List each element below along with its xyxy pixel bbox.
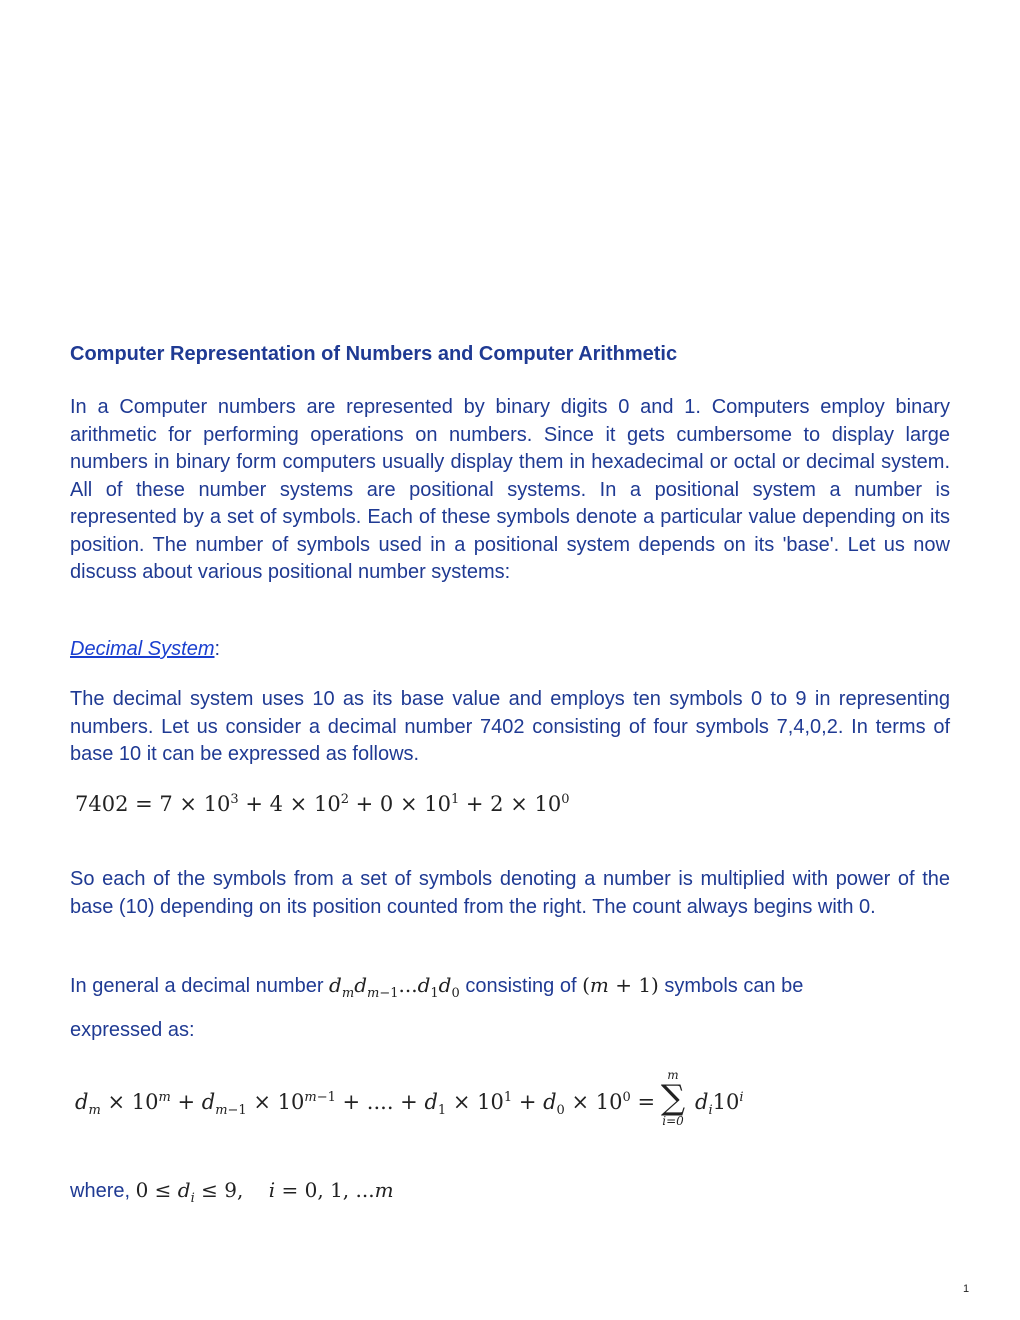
summation-term: $d_i10^i$ [695,1090,744,1119]
general-paragraph [70,970,950,1009]
intro-paragraph: In a Computer numbers are represented by binary digits 0 and 1. Computers employ binary arithmetic for performing operations on numbers. Since it gets cumbersome to display large numbers in binary form computers usually display them in hexadecimal or octal or decimal system. All of these number systems are positional systems. In a positional system a number is represented by a set of symbols. Each of these symbols denote a particular value depending on its position. The number of symbols used in a positional system depends on its 'base'. Let us now discuss about various positional number systems: [70,396,950,583]
multiply-paragraph: So each of the symbols from a set of symbols denoting a number is multiplied with power of the base (10) depending on its position counted from the right. The count always begins with 0. [70,868,950,918]
decimal-system-link[interactable]: Decimal System [70,638,215,660]
where-line [70,1177,950,1213]
digit-range-expression: $0 \le d_i \le 9$, i = 0, 1, ...m [135,1178,394,1206]
general-equation-lhs: $d_m \times 10^m + d_{m-1} \times 10^{m-1}$ + .... + $d_1 \times 10^1 + d_0 \times 10^0$ = [75,1090,656,1119]
expressed-as-text: expressed as: [70,1019,195,1041]
equation-7402: $7402 = 7 \times 10^3 + 4 \times 10^2 + 0 \times 10^1 + 2 \times 10^0$ [75,792,570,816]
page-number: 1 [963,1283,970,1295]
general-text-3: symbols can be [664,975,804,997]
general-text-1: In general a decimal number [70,975,330,997]
summation-symbol: m ∑ i=0 [660,1068,686,1128]
page-title: Computer Representation of Numbers and Computer Arithmetic [70,343,678,365]
symbol-count-expression: (m + 1) [582,973,659,997]
decimal-colon: : [214,638,221,660]
general-text-2: consisting of [465,975,583,997]
where-label: where, [70,1180,136,1202]
digits-expression: $d_md_{m-1}...d_1d_0$ [329,973,460,1001]
decimal-heading [70,636,950,664]
decimal-paragraph: The decimal system uses 10 as its base value and employs ten symbols 0 to 9 in representing numbers. Let us consider a decimal number 7402 consisting of four symbols 7,4,0,2. In terms of base 10 it can be expressed as follows. [70,688,950,765]
